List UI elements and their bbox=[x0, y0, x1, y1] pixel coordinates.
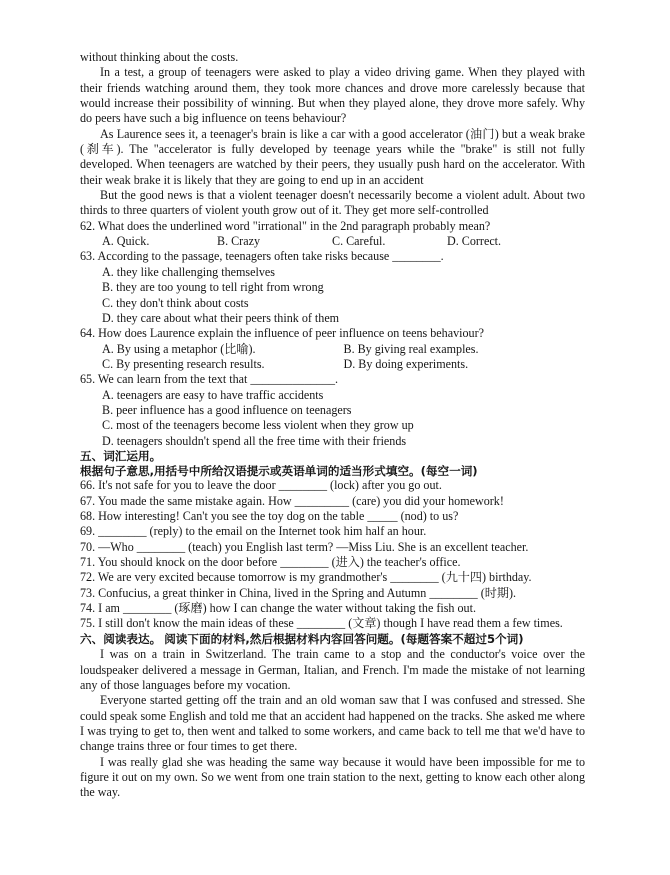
section-title: 六、阅读表达。 bbox=[80, 631, 162, 646]
option-b: B. By giving real examples. bbox=[343, 341, 479, 356]
option-c: C. they don't think about costs bbox=[102, 295, 249, 310]
option-b: B. they are too young to tell right from wrong bbox=[102, 280, 324, 295]
question-stem: 65. We can learn from the text that ______________. bbox=[80, 372, 339, 387]
passage-paragraph: As Laurence sees it, a teenager's brain is like a car with a good accelerator (油门) but a weak brake (刹车). The "accelerator is fully developed by teenage years while the "brake" is still not fully developed. When teenagers are watched by their peers, they usually push hard on the accelerator. With their weak brake it is likely that they are going to end up in an accident bbox=[80, 126, 585, 187]
page-content bbox=[80, 50, 585, 801]
fill-in-item: 69. ________ (reply) to the email on the Internet took him half an hour. bbox=[80, 524, 427, 539]
question-stem: 64. How does Laurence explain the influence of peer influence on teens behaviour? bbox=[80, 326, 484, 341]
question-64 bbox=[80, 326, 585, 372]
story-paragraph: Everyone started getting off the train and an old woman saw that I was confused and stressed. She could speak some English and told me that an accident had happened on the tracks. She asked me where I was trying to get to, then went and talked to some workers, and came back to tell me that we'd have to change trains three or four times to get there. bbox=[80, 693, 585, 754]
option-d: D. they care about what their peers think of them bbox=[102, 310, 340, 325]
section-vocabulary bbox=[80, 449, 585, 632]
fill-in-item: 67. You made the same mistake again. How _________ (care) you did your homework! bbox=[80, 493, 504, 508]
question-62 bbox=[80, 219, 585, 250]
passage-line: without thinking about the costs. bbox=[80, 50, 239, 64]
options-row bbox=[102, 357, 585, 372]
option-d: D. Correct. bbox=[447, 234, 502, 249]
fill-in-item: 73. Confucius, a great thinker in China, lived in the Spring and Autumn ________ (时期). bbox=[80, 585, 516, 600]
option-a: A. teenagers are easy to have traffic accidents bbox=[102, 387, 324, 402]
fill-in-item: 72. We are very excited because tomorrow is my grandmother's ________ (九十四) birthday. bbox=[80, 570, 532, 585]
option-c: C. Careful. bbox=[332, 234, 386, 249]
fill-in-item: 66. It's not safe for you to leave the door ________ (lock) after you go out. bbox=[80, 478, 442, 493]
option-c: C. By presenting research results. bbox=[102, 356, 265, 371]
option-b: B. Crazy bbox=[217, 234, 260, 249]
option-d: D. By doing experiments. bbox=[343, 356, 469, 371]
option-a: A. they like challenging themselves bbox=[102, 264, 275, 279]
question-stem: 63. According to the passage, teenagers often take risks because ________. bbox=[80, 249, 444, 264]
fill-in-item: 68. How interesting! Can't you see the toy dog on the table _____ (nod) to us? bbox=[80, 509, 459, 524]
options-row bbox=[102, 342, 585, 357]
passage-paragraph: But the good news is that a violent teenager doesn't necessarily become a violent adult. About two thirds to three quarters of violent youth grow out of it. They get more self-controlled bbox=[80, 188, 585, 218]
section-instruction: 根据句子意思,用括号中所给汉语提示或英语单词的适当形式填空。(每空一词) bbox=[80, 463, 478, 478]
fill-in-item: 74. I am ________ (琢磨) how I can change the water without taking the fish out. bbox=[80, 601, 476, 616]
question-65 bbox=[80, 372, 585, 449]
story-paragraph: I was really glad she was heading the same way because it would have been impossible for me to figure it out on my own. So we went from one train station to the next, getting to know each other along the way. bbox=[80, 754, 585, 800]
reading-passage bbox=[80, 50, 585, 219]
fill-in-item: 70. —Who ________ (teach) you English last term? —Miss Liu. She is an excellent teacher. bbox=[80, 539, 529, 554]
story-paragraph: I was on a train in Switzerland. The train came to a stop and the conductor's voice over the loudspeaker delivered a message in German, Italian, and French. I'm made the mistake of not learning any of those languages before my vocation. bbox=[80, 647, 585, 692]
section-instruction: 阅读下面的材料,然后根据材料内容回答问题。(每题答案不超过5个词) bbox=[164, 631, 524, 646]
option-b: B. peer influence has a good influence on teenagers bbox=[102, 402, 352, 417]
option-c: C. most of the teenagers become less violent when they grow up bbox=[102, 418, 414, 433]
option-d: D. teenagers shouldn't spend all the free time with their friends bbox=[102, 433, 407, 448]
passage-paragraph: In a test, a group of teenagers were asked to play a video driving game. When they played with their friends watching around them, they took more chances and drove more carelessly because that would increase their possibility of winning. But when they played alone, they drove more safely. Why do peers have such a big influence on teens behaviour? bbox=[80, 65, 585, 126]
question-stem: 62. What does the underlined word "irrational" in the 2nd paragraph probably mean? bbox=[80, 218, 491, 233]
fill-in-item: 71. You should knock on the door before ________ (进入) the teacher's office. bbox=[80, 555, 461, 570]
options-row bbox=[102, 234, 585, 249]
option-a: A. By using a metaphor (比喻). bbox=[102, 341, 256, 356]
option-a: A. Quick. bbox=[102, 234, 150, 249]
question-63 bbox=[80, 249, 585, 326]
section-title: 五、词汇运用。 bbox=[80, 448, 162, 463]
section-reading-expression bbox=[80, 632, 585, 801]
fill-in-item: 75. I still don't know the main ideas of these ________ (文章) though I have read them a few times. bbox=[80, 616, 563, 631]
